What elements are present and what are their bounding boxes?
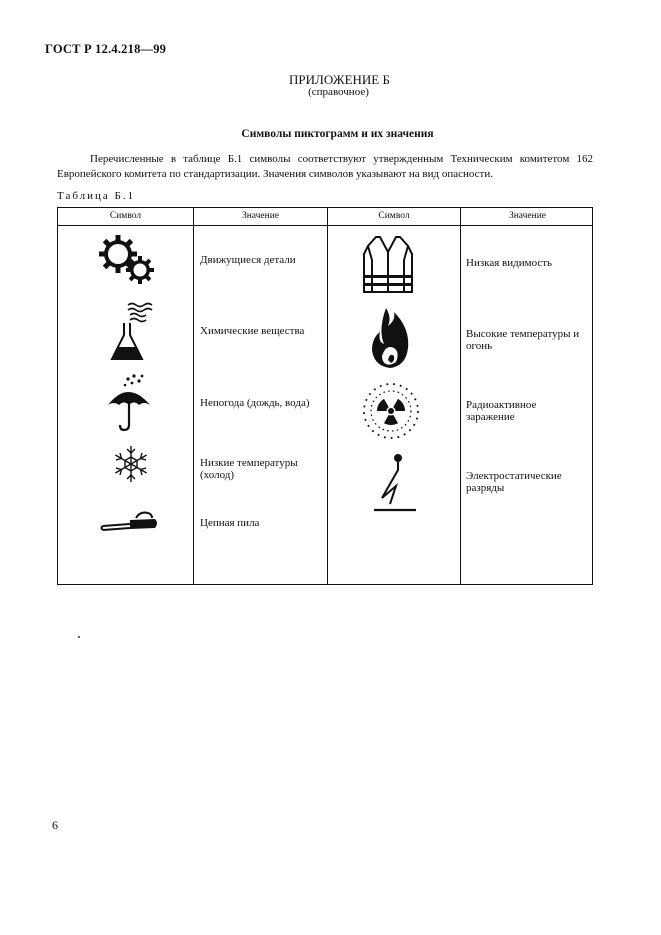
appendix-subtitle: (справочное) [308, 86, 369, 98]
speck [78, 636, 80, 638]
meaning-high-temperatures: Высокие температуры и огонь [466, 328, 580, 352]
flask-icon [106, 301, 156, 363]
meaning-bad-weather: Непогода (дождь, вода) [200, 397, 310, 409]
gears-icon [98, 234, 156, 284]
intro-text: Перечисленные в таблице Б.1 символы соответствуют утвержденным Техническим комитетом 162 Европейского комитета по стандартизации. Значения символов указывают на вид опасности. [57, 153, 593, 180]
meaning-chemicals: Химические вещества [200, 325, 305, 337]
appendix-title: ПРИЛОЖЕНИЕ Б [289, 72, 390, 87]
table-divider [460, 208, 461, 584]
umbrella-icon [106, 373, 154, 433]
symbols-table [57, 207, 593, 585]
meaning-low-visibility: Низкая видимость [466, 257, 553, 269]
table-caption: Таблица Б.1 [57, 190, 136, 202]
table-divider [327, 208, 328, 584]
header-symbol-right: Символ [378, 211, 410, 221]
meaning-moving-parts: Движущиеся детали [200, 254, 296, 266]
header-symbol-left: Символ [109, 211, 142, 221]
static-discharge-icon [370, 452, 420, 516]
meaning-electrostatic: Электростатические разряды [466, 470, 562, 494]
vest-icon [358, 234, 418, 296]
radiation-icon [360, 380, 422, 442]
meaning-chainsaw: Цепная пила [200, 517, 260, 529]
meaning-low-temperatures: Низкие температуры (холод) [200, 457, 298, 481]
section-title: Символы пиктограмм и их значения [241, 128, 434, 140]
document-id: ГОСТ Р 12.4.218—99 [45, 42, 167, 56]
flame-icon [366, 306, 414, 370]
page-number: 6 [52, 818, 58, 832]
intro-paragraph [57, 152, 593, 182]
snowflake-icon [110, 443, 152, 485]
meaning-radioactive: Радиоактивное заражение [466, 399, 537, 423]
header-meaning-left: Значение [241, 211, 280, 221]
chainsaw-icon [100, 508, 160, 534]
table-divider [193, 208, 194, 584]
table-header-divider [58, 225, 592, 226]
header-meaning-right: Значение [508, 211, 547, 221]
